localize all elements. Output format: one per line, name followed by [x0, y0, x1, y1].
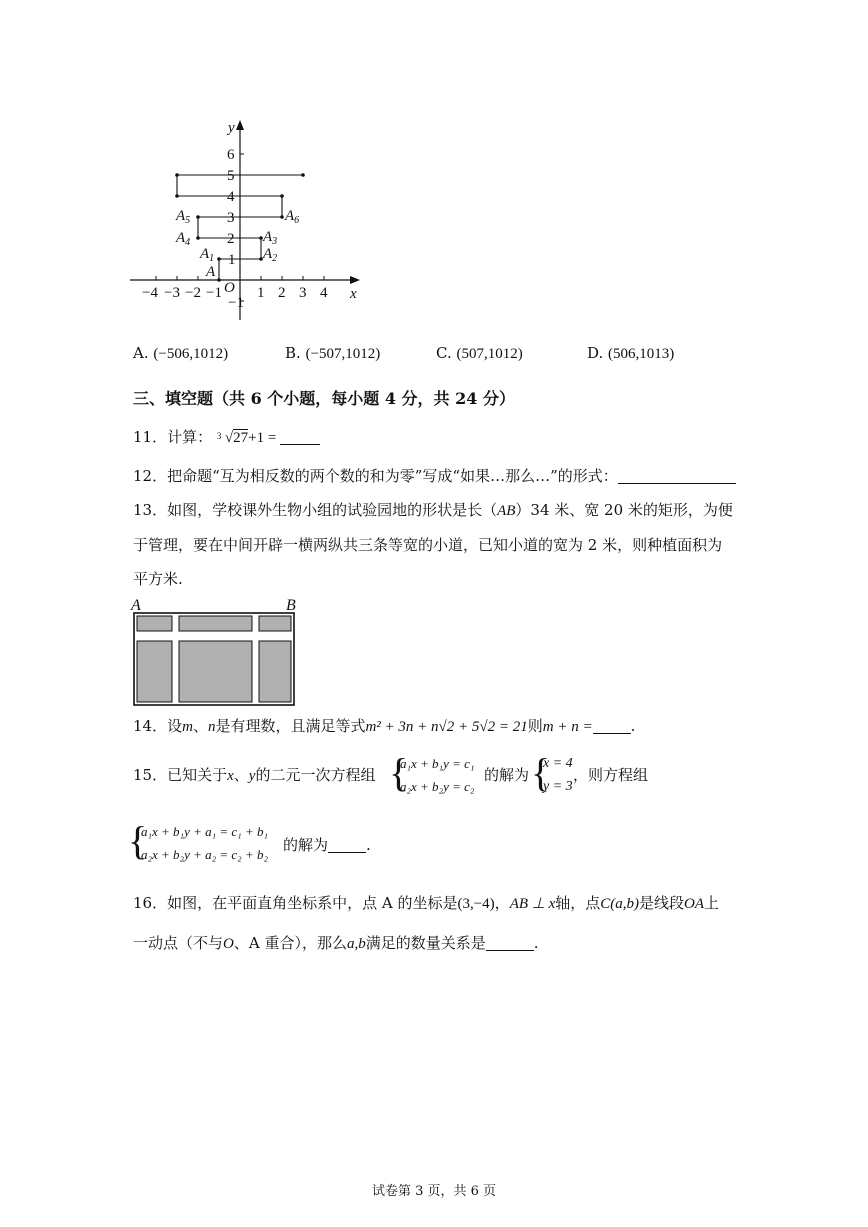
root-index: 3 — [216, 431, 222, 441]
garden-figure — [128, 595, 303, 710]
coordinate-graph — [120, 110, 380, 330]
y-tick-label: 5 — [227, 168, 235, 184]
label-a: A — [206, 264, 216, 280]
plot — [137, 616, 172, 631]
system-1-eq-1: a₁x + b₁y = c₁ — [400, 756, 475, 771]
page-footer: 试卷第 3 页，共 6 页 — [371, 1184, 497, 1199]
point-a6 — [280, 215, 284, 219]
question-13-line-1: 13．如图，学校课外生物小组的试验园地的形状是长（AB）34 米、宽 20 米的矩形，为便 — [133, 501, 733, 519]
plot — [259, 616, 291, 631]
radicand: 27 — [233, 430, 249, 446]
point-9 — [175, 173, 179, 177]
brace-system-1: { — [389, 750, 409, 795]
label-a4: $A_4$ — [176, 230, 191, 248]
x-tick-label: −4 — [142, 285, 158, 301]
label-a1: $A_1$ — [200, 246, 215, 264]
brace-system-2: { — [128, 818, 148, 863]
point-10 — [301, 173, 305, 177]
point-8 — [175, 194, 179, 198]
section-title: 三、填空题（共 6 个小题，每小题 4 分，共 24 分） — [133, 389, 515, 408]
label-a3: $A_3$ — [263, 229, 278, 247]
point-a4 — [196, 236, 200, 240]
y-tick-label: 3 — [227, 210, 235, 226]
point-a1 — [217, 257, 221, 261]
question-11: 11．计算： 3 √27+1 = — [133, 427, 320, 448]
vertex-b-label: B — [286, 597, 296, 614]
answer-blank-11[interactable] — [280, 428, 320, 445]
point-7 — [280, 194, 284, 198]
x-tick-label: −3 — [164, 285, 180, 301]
x-tick-label: 2 — [278, 285, 286, 301]
y-axis-label: y — [228, 120, 235, 136]
plot — [179, 616, 252, 631]
brace-solution: { — [531, 750, 551, 795]
label-a5: $A_5$ — [176, 208, 191, 226]
question-15-tail: ，则方程组 — [573, 766, 649, 784]
plot — [137, 641, 172, 702]
question-15-intro: 15．已知关于x、y的二元一次方程组 — [133, 766, 376, 784]
option-d[interactable]: D. (506,1013) — [587, 344, 675, 362]
y-tick-label: 4 — [227, 189, 235, 205]
origin-label: O — [224, 280, 235, 296]
plot — [259, 641, 291, 702]
equation: m² + 3n + n√2 + 5√2 = 21 — [365, 719, 528, 735]
option-a[interactable]: A. (−506,1012) — [133, 344, 229, 362]
question-14: 14．设m、n是有理数，且满足等式m² + 3n + n√2 + 5√2 = 21则m + n = . — [133, 717, 636, 735]
question-13-line-2: 于管理，要在中间开辟一横两纵共三条等宽的小道，已知小道的宽为 2 米，则种植面积为 — [133, 536, 723, 554]
question-16-line-1: 16．如图，在平面直角坐标系中，点 A 的坐标是(3,−4)，AB ⊥ x轴，点C(a,b)是线段OA上 — [133, 894, 720, 912]
label-a2: $A_2$ — [263, 246, 278, 264]
plot — [179, 641, 252, 702]
y-tick-label: 1 — [228, 252, 236, 268]
answer-blank-12[interactable] — [618, 467, 736, 484]
point-a5 — [196, 215, 200, 219]
label-a6: $A_6$ — [285, 208, 300, 226]
question-16-line-2: 一动点（不与O、A 重合），那么a,b满足的数量关系是 . — [133, 934, 539, 952]
system-2-eq-1: a₁x + b₁y + a₁ = c₁ + b₁ — [141, 824, 268, 839]
y-tick-label: 6 — [227, 147, 235, 163]
system-2-eq-2: a₂x + b₂y + a₂ = c₂ + b₂ — [141, 847, 268, 862]
system-1-eq-2: a₂x + b₂y = c₂ — [400, 779, 475, 794]
x-tick-label: −1 — [206, 285, 222, 301]
x-tick-label: 3 — [299, 285, 307, 301]
question-15-ask: 的解为 . — [283, 836, 371, 854]
point-a — [217, 278, 221, 282]
answer-blank-14[interactable] — [593, 717, 631, 734]
x-tick-label: 4 — [320, 285, 328, 301]
x-tick-label: −2 — [185, 285, 201, 301]
x-axis-label: x — [350, 286, 357, 302]
option-c[interactable]: C. (507,1012) — [436, 344, 523, 362]
y-tick-label: −1 — [228, 295, 244, 311]
solution-y: y = 3 — [543, 779, 573, 794]
solution-x: x = 4 — [543, 756, 573, 771]
solution-word: 的解为 — [484, 766, 530, 784]
answer-blank-16[interactable] — [486, 934, 534, 951]
question-13-line-3: 平方米. — [133, 570, 183, 588]
y-axis-arrow — [236, 120, 244, 130]
x-tick-label: 1 — [257, 285, 265, 301]
answer-blank-15[interactable] — [328, 836, 366, 853]
option-b[interactable]: B. (−507,1012) — [285, 344, 381, 362]
y-tick-label: 2 — [227, 231, 235, 247]
x-axis-arrow — [350, 276, 360, 284]
vertex-a-label: A — [131, 597, 141, 614]
question-12: 12．把命题“互为相反数的两个数的和为零”写成“如果…那么…”的形式： — [133, 466, 736, 486]
